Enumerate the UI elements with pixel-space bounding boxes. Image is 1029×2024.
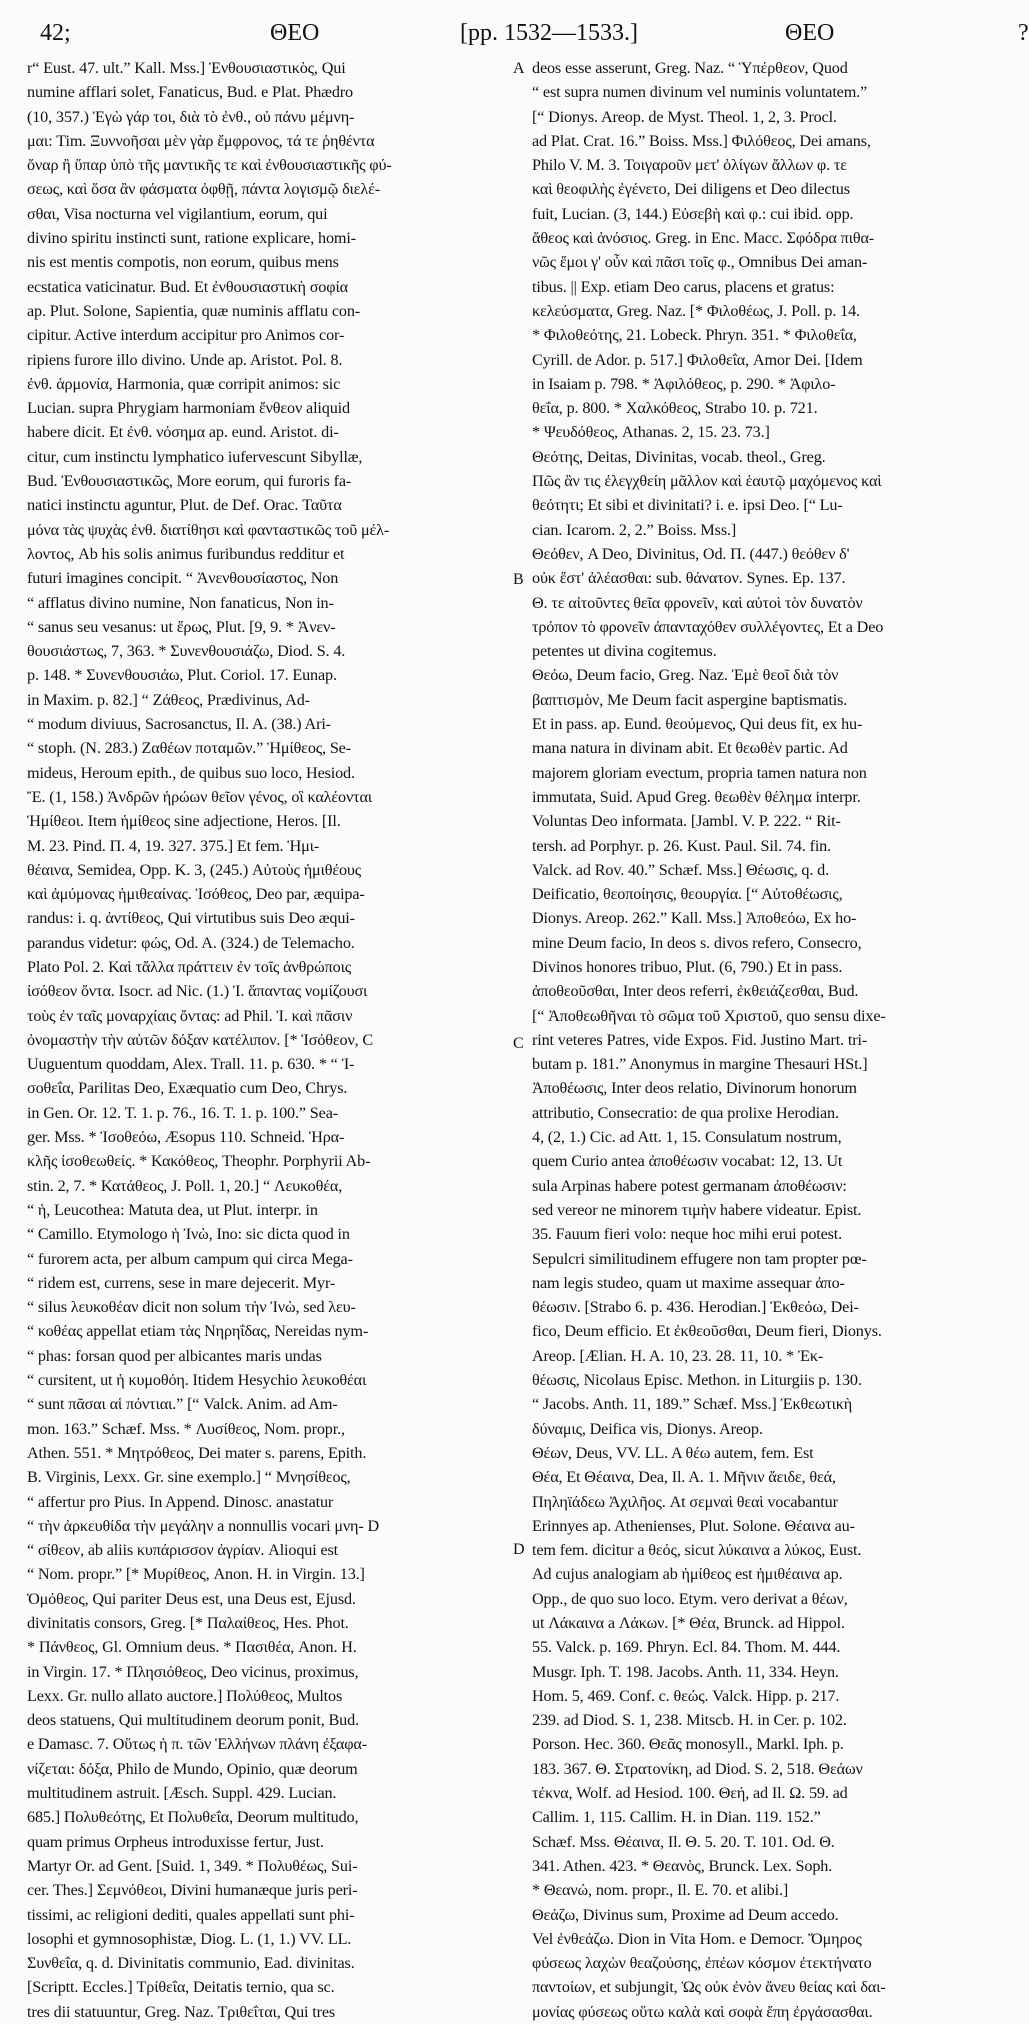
text-line: Lucian. supra Phrygiam harmoniam ἔνθεον aliquid bbox=[27, 399, 350, 418]
text-line: Bud. Ἐνθουσιαστικῶς, More eorum, qui furoris fa- bbox=[27, 472, 352, 491]
text-line: “ Nom. propr.” [* Μυρίθεος, Anon. H. in Virgin. 13.] bbox=[27, 1565, 365, 1584]
text-line: 239. ad Diod. S. 1, 238. Mitscb. H. in Cer. p. 102. bbox=[532, 1711, 847, 1730]
text-line: Lexx. Gr. nullo allato auctore.] Πολύθεος, Multos bbox=[27, 1686, 343, 1705]
text-line: θεΐα, p. 800. * Χαλκόθεος, Strabo 10. p. 721. bbox=[532, 399, 818, 418]
text-line: stin. 2, 7. * Κατάθεος, J. Poll. 1, 20.] “ Λευκοθέα, bbox=[27, 1176, 343, 1195]
header-left-word: ΘΕΟ bbox=[270, 20, 320, 46]
text-line: “ furorem acta, per album campum qui circa Mega- bbox=[27, 1249, 353, 1268]
text-line: “ phas: forsan quod per albicantes maris undas bbox=[27, 1346, 322, 1365]
text-line: divinitatis consors, Greg. [* Παλαίθεος, Hes. Phot. bbox=[27, 1614, 349, 1632]
text-line: tissimi, ac religioni dediti, quales appellati sunt phi- bbox=[27, 1905, 355, 1924]
text-line: ecstatica vaticinatur. Bud. Et ἐνθουσιαστικὴ σοφία bbox=[27, 277, 348, 296]
text-line: παντοίων, et subjungit, Ὡς οὐκ ἐνὸν ἄνευ θείας καὶ δαι- bbox=[532, 1978, 886, 1997]
text-line: δύναμις, Deifica vis, Dionys. Areop. bbox=[532, 1419, 763, 1438]
text-line: (10, 357.) Ἐγὼ γάρ τοι, διὰ τὸ ἐνθ., οὐ πάνυ μέμνη- bbox=[27, 107, 355, 126]
text-line: Callim. 1, 115. Callim. H. in Dian. 119. 152.” bbox=[532, 1808, 821, 1827]
text-line: Θεότης, Deitas, Divinitas, vocab. theol., Greg. bbox=[532, 447, 826, 466]
text-line: Θεόω, Deum facio, Greg. Naz. Ἐμὲ θεοῖ διὰ τὸν bbox=[532, 666, 839, 685]
text-line: 35. Fauum fieri volo: neque hoc mihi erui potest. bbox=[532, 1225, 843, 1244]
text-line: Sepulcri similitudinem effugere non tam propter pœ- bbox=[532, 1249, 867, 1268]
text-line: quam primus Orpheus introduxisse fertur, Just. bbox=[27, 1832, 324, 1851]
text-line: κλῆς ἰσοθεωθείς. * Κακόθεος, Theophr. Porphyrii Ab- bbox=[27, 1152, 371, 1171]
section-marker-b: B bbox=[513, 571, 524, 588]
text-line: tem fem. dicitur a θεός, sicut λύκαινα a λύκος, Eust. bbox=[532, 1541, 862, 1560]
text-line: Et in pass. ap. Eund. θεούμενος, Qui deus fit, ex hu- bbox=[532, 715, 863, 734]
page-number: 42; bbox=[40, 20, 71, 46]
text-line: Θέα, Et Θέαινα, Dea, Il. A. 1. Μῆνιν ἄειδε, θεά, bbox=[532, 1468, 836, 1487]
section-marker-a: A bbox=[513, 60, 525, 77]
text-line: divino spiritu instincti sunt, ratione explicare, homi- bbox=[27, 229, 356, 248]
text-line: mana natura in divinam abit. Et θεωθὲν partic. Ad bbox=[532, 739, 848, 758]
text-line: “ κοθέας appellat etiam τὰς Νηρηΐδας, Nereidas nym- bbox=[27, 1322, 369, 1341]
text-line: φύσεως λαχὼν θεαζούσης, ἐπέων κόσμον ἐτεκτήνατο bbox=[532, 1954, 872, 1973]
text-line: mine Deum facio, In deos s. divos refero, Consecro, bbox=[532, 933, 862, 952]
text-line: deos statuens, Qui multitudinem deorum ponit, Bud. bbox=[27, 1711, 359, 1730]
text-line: “ ἡ, Leucothea: Matuta dea, ut Plut. interpr. in bbox=[27, 1200, 318, 1219]
text-line: Porson. Hec. 360. Θεᾶς monosyll., Markl. Iph. p. bbox=[532, 1735, 844, 1754]
text-line: “ sanus seu vesanus: ut ἔρως, Plut. [9, 9. * Ἀνεν- bbox=[27, 617, 336, 636]
text-line: majorem gloriam evectum, propria tamen natura non bbox=[532, 763, 867, 782]
text-line: Deificatio, θεοποίησις, θεουργία. [“ Αὐτοθέωσις, bbox=[532, 885, 843, 904]
text-line: Hom. 5, 469. Conf. c. θεώς. Valck. Hipp. p. 217. bbox=[532, 1686, 840, 1705]
section-marker-c: C bbox=[513, 1035, 524, 1052]
text-line: in Virgin. 17. * Πλησιόθεος, Deo vicinus, proximus, bbox=[27, 1662, 359, 1681]
text-line: Uuguentum quoddam, Alex. Trall. 11. p. 630. * “ Ἰ- bbox=[27, 1055, 355, 1074]
text-line: τέκνα, Wolf. ad Hesiod. 100. Θεή, ad Il. Ω. 59. ad bbox=[532, 1784, 848, 1803]
text-line: Vel ἐνθεάζω. Dion in Vita Hom. e Democr. Ὅμηρος bbox=[532, 1929, 862, 1948]
text-line: Πῶς ἂν τις ἐλεγχθείη μᾶλλον καὶ ἑαυτῷ μαχόμενος καὶ bbox=[532, 472, 882, 491]
text-line: rint veteres Patres, vide Expos. Fid. Justino Mart. tri- bbox=[532, 1030, 868, 1049]
text-line: κελεύσματα, Greg. Naz. [* Φιλοθέως, J. Poll. p. 14. bbox=[532, 301, 860, 320]
text-line: ἰσόθεον ὄντα. Isocr. ad Nic. (1.) Ἰ. ἅπαντας νομίζουσι bbox=[27, 982, 368, 1001]
text-line: petentes ut divina cogitemus. bbox=[532, 642, 717, 661]
text-line: Erinnyes ap. Athenienses, Plut. Solone. Θέαινα au- bbox=[532, 1516, 855, 1535]
text-line: in Gen. Or. 12. T. 1. p. 76., 16. T. 1. p. 100.” Sea- bbox=[27, 1103, 338, 1122]
text-line: θέωσις, Nicolaus Episc. Methon. in Liturgiis p. 130. bbox=[532, 1371, 862, 1390]
text-line: “ τὴν ἀρκευθίδα τὴν μεγάλην a nonnullis vocari μνη- D bbox=[27, 1516, 380, 1535]
header-right-word: ΘΕΟ bbox=[785, 20, 835, 46]
text-line: ὀνομαστὴν τὴν αὐτῶν δόξαν κατέλιπον. [* Ἰσόθεον, C bbox=[27, 1030, 374, 1049]
text-line: * Φιλοθεότης, 21. Lobeck. Phryn. 351. * Φιλοθεΐα, bbox=[532, 326, 857, 345]
text-line: Cyrill. de Ador. p. 517.] Φιλοθεΐα, Amor Dei. [Idem bbox=[532, 350, 863, 369]
text-line: νίζεται: δόξα, Philo de Mundo, Opinio, quæ deorum bbox=[27, 1759, 358, 1778]
text-line: “ ridem est, currens, sese in mare dejecerit. Myr- bbox=[27, 1273, 336, 1292]
section-marker-d: D bbox=[513, 1541, 525, 1558]
text-line: σθαι, Visa nocturna vel vigilantium, eorum, qui bbox=[27, 204, 328, 223]
left-column bbox=[27, 56, 512, 2024]
text-line: Ad cujus analogiam ab ἡμίθεος est ἡμιθέαινα ap. bbox=[532, 1565, 843, 1584]
text-line: “ afflatus divino numine, Non fanaticus, Non in- bbox=[27, 593, 334, 612]
text-line: “ σίθεον, ab aliis κυπάρισσον ἀγρίαν. Alioqui est bbox=[27, 1541, 338, 1560]
text-line: “ Camillo. Etymologo ἡ Ἰνὼ, Ino: sic dicta quod in bbox=[27, 1225, 350, 1244]
text-line: [“ Dionys. Areop. de Myst. Theol. 1, 2, 3. Procl. bbox=[532, 107, 837, 126]
text-line: * Πάνθεος, Gl. Omnium deus. * Πασιθέα, Anon. H. bbox=[27, 1638, 357, 1657]
text-line: ripiens furore illo divino. Unde ap. Aristot. Pol. 8. bbox=[27, 350, 343, 369]
text-line: natici instinctu aguntur, Plut. de Def. Orac. Ταῦτα bbox=[27, 496, 342, 515]
text-line: νῶς ἔμοι γ' οὖν καὶ πᾶσι τοῖς φ., Omnibus Dei aman- bbox=[532, 253, 868, 272]
text-line: Divinos honores tribuo, Plut. (6, 790.) Et in pass. bbox=[532, 957, 843, 976]
text-line: deos esse asserunt, Greg. Naz. “ Ὑπέρθεον, Quod bbox=[532, 59, 848, 77]
text-line: θέωσιν. [Strabo 6. p. 436. Herodian.] Ἐκθεόω, Dei- bbox=[532, 1298, 859, 1317]
text-line: θεότητι; Et sibi et divinitati? i. e. ipsi Deo. [“ Lu- bbox=[532, 496, 843, 515]
text-line: Valck. ad Rov. 40.” Schæf. Mss.] Θέωσις, q. d. bbox=[532, 860, 829, 879]
text-line: citur, cum instinctu lymphatico iufervescunt Sibyllæ, bbox=[27, 447, 363, 466]
running-header bbox=[40, 20, 1029, 50]
text-line: λοντος, Ab his solis animus furibundus redditur et bbox=[27, 544, 345, 563]
text-line: Πηληϊάδεω Ἀχιλῆος. At σεμναὶ θεαὶ vocabantur bbox=[532, 1492, 838, 1511]
text-line: ad Plat. Crat. 16.” Boiss. Mss.] Φιλόθεος, Dei amans, bbox=[532, 131, 871, 150]
text-line: randus: i. q. ἀντίθεος, Qui virtutibus suis Deo æqui- bbox=[27, 909, 355, 928]
text-line: Θεόθεν, A Deo, Divinitus, Od. Π. (447.) θεόθεν δ' bbox=[532, 544, 850, 563]
text-line: [Scriptt. Eccles.] Τρίθεΐα, Deitatis ternio, qua sc. bbox=[27, 1978, 335, 1997]
text-line: ger. Mss. * Ἰσοθεόω, Æsopus 110. Schneid. Ἡρα- bbox=[27, 1128, 345, 1147]
text-line: Opp., de quo suo loco. Etym. vero derivat a θέων, bbox=[532, 1589, 848, 1608]
text-line: 55. Valck. p. 169. Phryn. Ecl. 84. Thom. M. 444. bbox=[532, 1638, 841, 1657]
text-line: Musgr. Iph. T. 198. Jacobs. Anth. 11, 334. Heyn. bbox=[532, 1662, 839, 1681]
text-line: “ modum diviuus, Sacrosanctus, Il. A. (38.) Ari- bbox=[27, 715, 331, 734]
text-line: “ est supra numen divinum vel numinis voluntatem.” bbox=[532, 83, 868, 102]
text-line: ὄναρ ἢ ὕπαρ ὑπὸ τῆς μαντικῆς τε καὶ ἐνθουσιαστικῆς φύ- bbox=[27, 156, 392, 175]
text-line: cipitur. Active interdum accipitur pro Animos cor- bbox=[27, 326, 345, 345]
text-line: p. 148. * Συνενθουσιάω, Plut. Coriol. 17. Eunap. bbox=[27, 666, 337, 685]
text-line: multitudinem astruit. [Æsch. Suppl. 429. Lucian. bbox=[27, 1784, 337, 1803]
text-line: Philo V. M. 3. Τοιγαροῦν μετ' ὀλίγων ἄλλων φ. τε bbox=[532, 156, 847, 175]
text-line: μόνα τὰς ψυχὰς ἐνθ. διατίθησι καὶ φανταστικῶς τοῦ μέλ- bbox=[27, 520, 390, 539]
text-line: 341. Athen. 423. * Θεανὸς, Brunck. Lex. Soph. bbox=[532, 1856, 833, 1875]
text-line: 4, (2, 1.) Cic. ad Att. 1, 15. Consulatum nostrum, bbox=[532, 1128, 842, 1147]
text-line: tibus. || Exp. etiam Deo carus, placens et gratus: bbox=[532, 277, 835, 296]
text-line: Ἔ. (1, 158.) Ἀνδρῶν ἡρώων θεῖον γένος, οἳ καλέονται bbox=[27, 787, 373, 806]
text-line: attributio, Consecratio: de qua prolixe Herodian. bbox=[532, 1103, 839, 1122]
text-line: ἀποθεοῦσθαι, Inter deos referri, ἐκθειάζεσθαι, Bud. bbox=[532, 982, 859, 1001]
text-line: Θ. τε αἰτοῦντες θεῖα φρονεῖν, καὶ αὐτοὶ τὸν δυνατὸν bbox=[532, 593, 863, 612]
text-line: “ cursitent, ut ἡ κυμοθόη. Itidem Hesychio λευκοθέαι bbox=[27, 1371, 367, 1390]
text-line: in Isaiam p. 798. * Ἀφιλόθεος, p. 290. * Ἀφιλο- bbox=[532, 374, 836, 393]
text-line: καὶ ἀμύμονας ἡμιθεαίνας. Ἰσόθεος, Deo par, æquipa- bbox=[27, 885, 365, 904]
text-line: cer. Thes.] Σεμνόθεοι, Divini humanæque juris peri- bbox=[27, 1881, 358, 1900]
text-line: Voluntas Deo informata. [Jambl. V. P. 222. “ Rit- bbox=[532, 812, 841, 831]
text-line: nam legis studeo, quam ut maxime assequar ἀπο- bbox=[532, 1273, 845, 1292]
text-line: fuit, Lucian. (3, 144.) Εὐσεβὴ καὶ φ.: cui ibid. opp. bbox=[532, 204, 854, 223]
text-line: σεως, καὶ ὅσα ἂν φάσματα ὀφθῇ, πάντα λογισμῷ διελέ- bbox=[27, 180, 380, 199]
text-line: losophi et gymnosophistæ, Diog. L. (1, 1.) VV. LL. bbox=[27, 1929, 352, 1948]
text-line: cian. Icarom. 2, 2.” Boiss. Mss.] bbox=[532, 520, 737, 539]
text-line: Συνθεΐα, q. d. Divinitatis communio, Ead. divinitas. bbox=[27, 1954, 355, 1973]
text-line: B. Virginis, Lexx. Gr. sine exemplo.] “ Μνησίθεος, bbox=[27, 1468, 351, 1487]
text-line: sed vereor ne minorem τιμὴν habere videatur. Epist. bbox=[532, 1200, 862, 1219]
text-line: mideus, Heroum epith., de quibus suo loco, Hesiod. bbox=[27, 763, 355, 782]
text-line: e Damasc. 7. Οὕτως ἡ π. τῶν Ἑλλήνων πλάνη ἐξαφα- bbox=[27, 1735, 367, 1754]
text-line: ἐνθ. ἁρμονία, Harmonia, quæ corripit animos: sic bbox=[27, 374, 341, 393]
text-line: Areop. [Ælian. H. A. 10, 23. 28. 11, 10. * Ἐκ- bbox=[532, 1346, 824, 1365]
text-line: θέαινα, Semidea, Opp. K. 3, (245.) Αὐτοὺς ἡμιθέους bbox=[27, 860, 362, 879]
text-line: οὐκ ἔστ' ἀλέασθαι: sub. θάνατον. Synes. Ep. 137. bbox=[532, 569, 846, 588]
text-line: “ silus λευκοθέαν dicit non solum τὴν Ἰνὼ, sed λευ- bbox=[27, 1298, 356, 1317]
text-line: immutata, Suid. Apud Greg. θεωθὲν θέλημα interpr. bbox=[532, 787, 861, 806]
header-page-range: [pp. 1532—1533.] bbox=[460, 20, 638, 46]
text-line: nis est mentis compotis, non eorum, quibus mens bbox=[27, 253, 339, 272]
text-line: Plato Pol. 2. Καὶ τἄλλα πράττειν ἐν τοῖς ἀνθρώποις bbox=[27, 957, 352, 976]
text-line: Θέων, Deus, VV. LL. A θέω autem, fem. Est bbox=[532, 1443, 814, 1462]
text-line: “ Jacobs. Anth. 11, 189.” Schæf. Mss.] Ἐκθεωτικὴ bbox=[532, 1395, 853, 1414]
text-line: sula Arpinas habere potest germanam ἀποθέωσιν: bbox=[532, 1176, 847, 1195]
header-end-mark: ? bbox=[1018, 20, 1029, 46]
text-line: Ἡμίθεοι. Item ἡμίθεος sine adjectione, Heros. [Il. bbox=[27, 812, 341, 831]
text-line: in Maxim. p. 82.] “ Ζάθεος, Prædivinus, Ad- bbox=[27, 690, 310, 709]
text-line: “ stoph. (N. 283.) Ζαθέων ποταμῶν.” Ἡμίθεος, Se- bbox=[27, 739, 351, 758]
text-line: tersh. ad Porphyr. p. 26. Kust. Paul. Sil. 74. fin. bbox=[532, 836, 832, 855]
text-line: τρόπον τὸ φρονεῖν ἀπανταχόθεν συλλέγοντες, Et a Deo bbox=[532, 617, 884, 636]
text-line: καὶ θεοφιλὴς ἐγένετο, Dei diligens et Deo dilectus bbox=[532, 180, 850, 199]
text-line: Ἀποθέωσις, Inter deos relatio, Divinorum honorum bbox=[532, 1079, 857, 1098]
text-line: βαπτισμὸν, Me Deum facit aspergine baptismatis. bbox=[532, 690, 848, 709]
text-line: futuri imagines concipit. “ Ἀνενθουσίαστος, Non bbox=[27, 569, 339, 588]
text-line: “ affertur pro Pius. In Append. Dinosc. anastatur bbox=[27, 1492, 334, 1511]
text-line: μονίας φύσεως οὕτω καλὰ καὶ σοφὰ ἔπη ἐργάσασθαι. bbox=[532, 2002, 873, 2021]
text-line: ut Λάκαινα a Λάκων. [* Θέα, Brunck. ad Hippol. bbox=[532, 1614, 845, 1632]
text-line: “ sunt πᾶσαι αἱ πόντιαι.” [“ Valck. Anim. ad Am- bbox=[27, 1395, 338, 1414]
text-line: * Ψευδόθεος, Athanas. 2, 15. 23. 73.] bbox=[532, 423, 770, 442]
text-line: Martyr Or. ad Gent. [Suid. 1, 349. * Πολυθέως, Sui- bbox=[27, 1856, 358, 1875]
text-line: ap. Plut. Solone, Sapientia, quæ numinis afflatu con- bbox=[27, 301, 360, 320]
text-line: ἄθεος καὶ ἀνόσιος. Greg. in Enc. Macc. Σφόδρα πιθα- bbox=[532, 229, 875, 248]
right-column bbox=[532, 56, 1017, 2024]
text-line: mon. 163.” Schæf. Mss. * Λυσίθεος, Nom. propr., bbox=[27, 1419, 345, 1438]
text-line: [“ Ἀποθεωθῆναι τὸ σῶμα τοῦ Χριστοῦ, quo sensu dixe- bbox=[532, 1006, 886, 1025]
text-line: numine afflari solet, Fanaticus, Bud. e Plat. Phædro bbox=[27, 83, 353, 102]
text-line: butam p. 181.” Anonymus in margine Thesauri HSt.] bbox=[532, 1055, 868, 1074]
text-line: 183. 367. Θ. Στρατονίκη, ad Diod. S. 2, 518. Θεάων bbox=[532, 1759, 863, 1778]
text-line: 685.] Πολυθεότης, Et Πολυθεΐα, Deorum multitudo, bbox=[27, 1808, 359, 1827]
text-line: μαι: Tim. Ξυννοῆσαι μὲν γὰρ ἔμφρονος, τά τε ῥηθέντα bbox=[27, 131, 375, 150]
text-line: fico, Deum efficio. Et ἐκθεοῦσθαι, Deum fieri, Dionys. bbox=[532, 1322, 882, 1341]
text-line: τοὺς ἐν ταῖς μοναρχίαις ὄντας: ad Phil. Ἰ. καὶ πᾶσιν bbox=[27, 1006, 353, 1025]
text-line: Schæf. Mss. Θέαινα, Il. Θ. 5. 20. T. 101. Od. Θ. bbox=[532, 1832, 835, 1851]
text-line: σοθεΐα, Parilitas Deo, Exæquatio cum Deo, Chrys. bbox=[27, 1079, 348, 1098]
text-line: M. 23. Pind. Π. 4, 19. 327. 375.] Et fem. Ἡμι- bbox=[27, 836, 320, 855]
text-line: Θεάζω, Divinus sum, Proxime ad Deum accedo. bbox=[532, 1905, 839, 1924]
text-line: Athen. 551. * Μητρόθεος, Dei mater s. parens, Epith. bbox=[27, 1443, 367, 1462]
text-line: * Θεανώ, nom. propr., Il. E. 70. et alibi.] bbox=[532, 1881, 789, 1900]
text-line: habere dicit. Et ἐνθ. νόσημα ap. eund. Aristot. di- bbox=[27, 423, 339, 442]
text-line: tres dii statuuntur, Greg. Naz. Τριθεΐται, Qui tres bbox=[27, 2002, 336, 2021]
text-line: quem Curio antea ἀποθέωσιν vocabat: 12, 13. Ut bbox=[532, 1152, 843, 1171]
text-line: θουσιάστως, 7, 363. * Συνενθουσιάζω, Diod. S. 4. bbox=[27, 642, 346, 661]
text-line: Dionys. Areop. 262.” Kall. Mss.] Ἀποθεόω, Ex ho- bbox=[532, 909, 857, 928]
text-line: parandus videtur: φώς, Od. A. (324.) de Telemacho. bbox=[27, 933, 355, 952]
text-line: r“ Eust. 47. ult.” Kall. Mss.] Ἐνθουσιαστικὸς, Qui bbox=[27, 59, 346, 77]
text-line: Ὁμόθεος, Qui pariter Deus est, una Deus est, Ejusd. bbox=[27, 1589, 356, 1608]
